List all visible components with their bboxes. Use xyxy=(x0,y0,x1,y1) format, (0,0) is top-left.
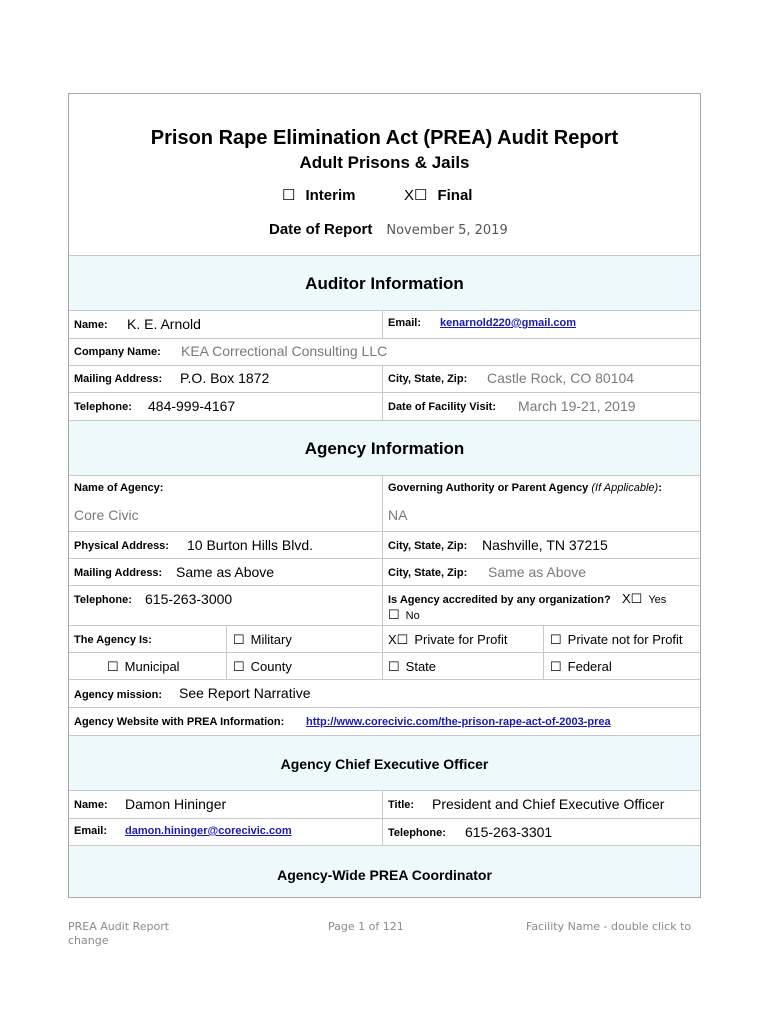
type-federal-checkbox[interactable]: ☐ Federal xyxy=(550,659,612,674)
agency-mailing-label: Mailing Address: xyxy=(74,567,163,579)
accredited-no-checkbox[interactable]: ☐ No xyxy=(388,607,420,622)
ceo-name-label: Name: xyxy=(74,799,108,811)
agency-mailing[interactable]: Same as Above xyxy=(176,564,275,580)
physical-csz[interactable]: Nashville, TN 37215 xyxy=(482,537,608,553)
auditor-section-header xyxy=(69,255,700,310)
auditor-phone-row xyxy=(69,392,700,420)
ceo-contact-row xyxy=(69,818,700,845)
company-name[interactable]: KEA Correctional Consulting LLC xyxy=(181,343,388,359)
footer-facility-name[interactable]: Facility Name - double click to xyxy=(526,920,692,933)
agency-mailing-row xyxy=(69,558,700,585)
report-header xyxy=(69,94,700,255)
ceo-heading: Agency Chief Executive Officer xyxy=(280,756,489,772)
agency-phone-row xyxy=(69,585,700,625)
mailing-csz-label: City, State, Zip: xyxy=(388,567,468,579)
agency-website-row xyxy=(69,707,700,735)
ceo-title-label: Title: xyxy=(388,799,415,811)
auditor-mailing-label: Mailing Address: xyxy=(74,373,163,385)
agency-physical-row xyxy=(69,531,700,558)
visit-date[interactable]: March 19-21, 2019 xyxy=(518,398,636,414)
footer-report-name-cont: change xyxy=(68,934,109,947)
physical-address-label: Physical Address: xyxy=(74,540,169,552)
auditor-phone-label: Telephone: xyxy=(74,401,132,413)
auditor-csz-label: City, State, Zip: xyxy=(388,373,468,385)
type-county-checkbox[interactable]: ☐ County xyxy=(233,659,292,674)
auditor-company-row xyxy=(69,338,700,365)
type-municipal-checkbox[interactable]: ☐ Municipal xyxy=(107,659,180,674)
agency-mission[interactable]: See Report Narrative xyxy=(179,685,311,701)
final-checkbox[interactable] xyxy=(404,186,472,204)
report-title: Prison Rape Elimination Act (PREA) Audit Report xyxy=(150,127,619,149)
report-subtitle: Adult Prisons & Jails xyxy=(299,153,470,172)
ceo-phone-label: Telephone: xyxy=(388,827,446,839)
agency-name-label: Name of Agency: xyxy=(74,482,164,494)
ceo-phone[interactable]: 615-263-3301 xyxy=(465,824,553,840)
accreditation-label: Is Agency accredited by any organization? xyxy=(388,594,611,606)
auditor-email-link[interactable]: kenarnold220@gmail.com xyxy=(440,317,577,329)
agency-website-link[interactable]: http://www.corecivic.com/the-prison-rape-act-of-2003-prea xyxy=(306,716,611,728)
footer-report-name: PREA Audit Report xyxy=(68,920,170,933)
type-military-checkbox[interactable]: ☐ Military xyxy=(233,632,292,647)
date-value[interactable]: November 5, 2019 xyxy=(386,223,508,238)
visit-date-label: Date of Facility Visit: xyxy=(388,401,496,413)
agency-type-label: The Agency Is: xyxy=(74,634,152,646)
auditor-mailing[interactable]: P.O. Box 1872 xyxy=(180,370,270,386)
final-box: X☐ xyxy=(404,187,428,204)
auditor-email-label: Email: xyxy=(388,317,422,329)
interim-box: ☐ xyxy=(282,187,296,204)
governing-authority-label: Governing Authority or Parent Agency (If Applicable): xyxy=(388,482,662,494)
ceo-section-header xyxy=(69,735,700,790)
type-state-checkbox[interactable]: ☐ State xyxy=(388,659,437,674)
ceo-title[interactable]: President and Chief Executive Officer xyxy=(432,796,665,812)
mission-label: Agency mission: xyxy=(74,689,163,701)
coordinator-section-header xyxy=(69,845,700,897)
interim-checkbox[interactable] xyxy=(282,186,355,204)
date-of-report xyxy=(269,221,508,238)
auditor-name-row xyxy=(69,310,700,338)
website-label: Agency Website with PREA Information: xyxy=(74,716,285,728)
type-private-nonprofit-checkbox[interactable]: ☐ Private not for Profit xyxy=(550,632,683,647)
page-number: Page 1 of 121 xyxy=(328,920,404,933)
agency-section-header xyxy=(69,420,700,475)
agency-heading: Agency Information xyxy=(304,439,465,458)
auditor-csz[interactable]: Castle Rock, CO 80104 xyxy=(487,370,635,386)
physical-csz-label: City, State, Zip: xyxy=(388,540,468,552)
type-private-profit-checkbox[interactable]: X☐ Private for Profit xyxy=(388,632,508,647)
agency-type-row-2 xyxy=(69,652,700,679)
agency-name[interactable]: Core Civic xyxy=(74,507,139,523)
ceo-name[interactable]: Damon Hininger xyxy=(125,796,227,812)
ceo-email-link[interactable]: damon.hininger@corecivic.com xyxy=(125,825,292,837)
ceo-email-label: Email: xyxy=(74,825,108,837)
date-label: Date of Report xyxy=(269,221,373,238)
mailing-csz[interactable]: Same as Above xyxy=(488,564,587,580)
company-label: Company Name: xyxy=(74,346,161,358)
report-frame xyxy=(68,93,701,898)
interim-label: Interim xyxy=(305,187,356,204)
agency-type-row-1 xyxy=(69,625,700,652)
governing-authority[interactable]: NA xyxy=(388,507,408,523)
footer-left xyxy=(68,920,169,947)
auditor-phone[interactable]: 484-999-4167 xyxy=(148,398,236,414)
agency-mission-row xyxy=(69,679,700,707)
accredited-yes-checkbox[interactable]: X☐ Yes xyxy=(622,591,667,606)
auditor-name-label: Name: xyxy=(74,319,108,331)
coordinator-heading: Agency-Wide PREA Coordinator xyxy=(277,867,492,883)
auditor-mailing-row xyxy=(69,365,700,392)
agency-phone-label: Telephone: xyxy=(74,594,132,606)
physical-address[interactable]: 10 Burton Hills Blvd. xyxy=(187,537,314,553)
final-label: Final xyxy=(437,187,473,204)
agency-name-row xyxy=(69,475,700,531)
ceo-name-row xyxy=(69,790,700,818)
auditor-heading: Auditor Information xyxy=(305,274,464,293)
agency-phone[interactable]: 615-263-3000 xyxy=(145,591,233,607)
auditor-name[interactable]: K. E. Arnold xyxy=(127,316,201,332)
